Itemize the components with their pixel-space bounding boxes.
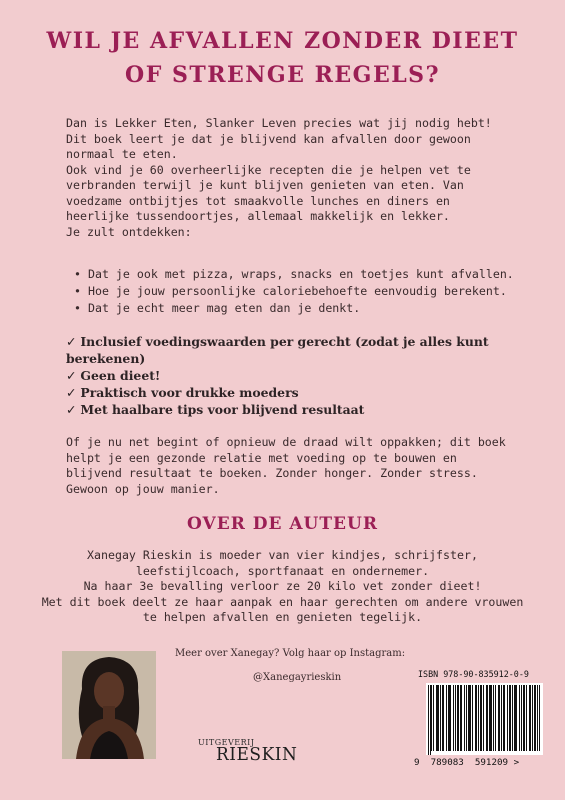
barcode-bar — [534, 685, 535, 751]
barcode-bar — [535, 685, 536, 751]
barcode-bar — [539, 685, 540, 751]
barcode-bar — [468, 685, 469, 751]
barcode-bar — [512, 685, 513, 751]
intro-text — [66, 116, 512, 240]
barcode-bar — [532, 685, 533, 751]
author-heading: OVER DE AUTEUR — [187, 514, 378, 534]
barcode-bar — [466, 685, 467, 751]
benefit-list — [66, 266, 516, 317]
instagram-handle: @Xanegayrieskin — [253, 672, 342, 683]
barcode-bar — [460, 685, 461, 751]
barcode-bar — [490, 685, 491, 751]
barcode — [414, 669, 545, 772]
barcode-bar — [458, 685, 459, 751]
barcode-bar — [470, 685, 471, 751]
checklist-item — [66, 384, 506, 401]
follow-text: Meer over Xanegay? Volg haar op Instagram: — [175, 648, 406, 659]
barcode-bar — [455, 685, 456, 751]
feature-checklist — [66, 333, 506, 418]
barcode-bar — [501, 685, 502, 751]
checklist-text: Inclusief voedingswaarden per gerecht (zodat je alles kunt berekenen) — [66, 334, 489, 366]
barcode-bar — [521, 685, 522, 751]
barcode-bar — [431, 685, 432, 751]
checklist-item — [66, 333, 506, 367]
barcode-bar — [469, 685, 470, 751]
headline-line-2: OF STRENGE REGELS? — [125, 62, 440, 88]
checklist-text: Praktisch voor drukke moeders — [80, 385, 299, 400]
barcode-bar — [507, 685, 508, 751]
barcode-bar — [440, 685, 441, 751]
barcode-bar — [476, 685, 477, 751]
barcode-bar — [443, 685, 444, 751]
benefit-item: • Hoe je jouw persoonlijke caloriebehoefte eenvoudig berekent. — [66, 283, 516, 300]
intro-paragraph-1: Dan is Lekker Eten, Slanker Leven precies wat jij nodig hebt! — [66, 116, 492, 130]
barcode-bar — [472, 685, 473, 751]
barcode-bar — [504, 685, 505, 751]
intro-paragraph-3: Ook vind je 60 overheerlijke recepten die je helpen vet te verbranden terwijl je kunt blijven genieten van eten. Van voedzame ontbijtjes tot smaakvolle lunches en diners en heerlijke tussendoortjes, allemaal makkelijk en lekker. — [66, 162, 471, 223]
benefit-item: • Dat je echt meer mag eten dan je denkt. — [66, 300, 516, 317]
barcode-bar — [449, 685, 450, 751]
barcode-bar — [481, 685, 482, 751]
benefit-item: • Dat je ook met pizza, wraps, snacks en toetjes kunt afvallen. — [66, 266, 516, 283]
barcode-bar — [475, 685, 476, 751]
author-photo — [62, 651, 156, 759]
checklist-item — [66, 367, 506, 384]
author-bio-paragraph: Xanegay Rieskin is moeder van vier kindjes, schrijfster, leefstijlcoach, sportfanaat en ondernemer. — [87, 548, 478, 578]
barcode-bar — [514, 685, 515, 751]
author-bio-paragraph: Na haar 3e bevalling verloor ze 20 kilo vet zonder dieet! — [83, 579, 482, 593]
intro-paragraph-4: Je zult ontdekken: — [66, 224, 192, 239]
barcode-bar — [499, 685, 500, 751]
closing-paragraph: Of je nu net begint of opnieuw de draad wilt oppakken; dit boek helpt je een gezonde relatie met voeding op te bouwen en blijvend resultaat te boeken. Zonder honger. Zonder stress. Gewoon op jouw manier. — [66, 435, 506, 496]
barcode-bar — [430, 685, 431, 755]
barcode-bar — [495, 685, 496, 751]
barcode-bar — [491, 685, 492, 751]
barcode-bar — [510, 685, 511, 751]
author-bio-paragraph: Met dit boek deelt ze haar aanpak en haar gerechten om andere vrouwen te helpen afvallen en genieten tegelijk. — [41, 594, 524, 624]
barcode-bar — [438, 685, 439, 751]
barcode-bar — [503, 685, 504, 751]
check-icon: ✓ — [66, 334, 77, 349]
barcode-bar — [486, 685, 487, 751]
barcode-bar — [480, 685, 481, 751]
author-bio — [40, 548, 525, 626]
check-icon: ✓ — [66, 368, 77, 383]
check-icon: ✓ — [66, 385, 77, 400]
headline — [0, 24, 565, 92]
checklist-item — [66, 401, 506, 418]
barcode-bar — [453, 685, 454, 751]
intro-paragraph-2: Dit boek leert je dat je blijvend kan afvallen door gewoon normaal te eten. — [66, 131, 471, 161]
barcode-bar — [437, 685, 438, 751]
barcode-bar — [516, 685, 517, 751]
barcode-bar — [442, 685, 443, 751]
barcode-bar — [450, 685, 451, 751]
barcode-bar — [464, 685, 465, 751]
barcode-bar — [433, 685, 434, 751]
headline-line-1: WIL JE AFVALLEN ZONDER DIEET — [46, 28, 519, 54]
checklist-text: Geen dieet! — [80, 368, 161, 383]
check-icon: ✓ — [66, 402, 77, 417]
barcode-bar — [487, 685, 488, 751]
barcode-bar — [457, 685, 458, 751]
barcode-bar — [530, 685, 531, 751]
barcode-bar — [524, 685, 525, 751]
checklist-text: Met haalbare tips voor blijvend resultaat — [80, 402, 365, 417]
barcode-bar — [519, 685, 520, 751]
barcode-bar — [537, 685, 538, 751]
barcode-bar — [523, 685, 524, 751]
barcode-bar — [498, 685, 499, 751]
barcode-bar — [509, 685, 510, 751]
barcode-bar — [436, 685, 437, 751]
publisher-logo-name: RIESKIN — [216, 744, 298, 766]
barcode-bars — [426, 683, 543, 755]
barcode-bar — [493, 685, 494, 751]
barcode-bar — [526, 685, 527, 751]
barcode-bar — [483, 685, 484, 751]
barcode-bar — [461, 685, 462, 751]
barcode-number: 9 789083 591209 > — [414, 757, 520, 768]
barcode-bar — [448, 685, 449, 751]
publisher-logo-small: UITGEVERIJ — [198, 738, 255, 747]
author-portrait-graphic — [62, 651, 156, 759]
barcode-bar — [428, 685, 429, 755]
isbn-text: ISBN 978-90-835912-0-9 — [418, 669, 529, 679]
publisher-logo — [194, 738, 298, 770]
barcode-bar — [515, 685, 516, 751]
barcode-bar — [529, 685, 530, 751]
barcode-bar — [446, 685, 447, 751]
barcode-bar — [478, 685, 479, 751]
barcode-bar — [489, 685, 490, 751]
